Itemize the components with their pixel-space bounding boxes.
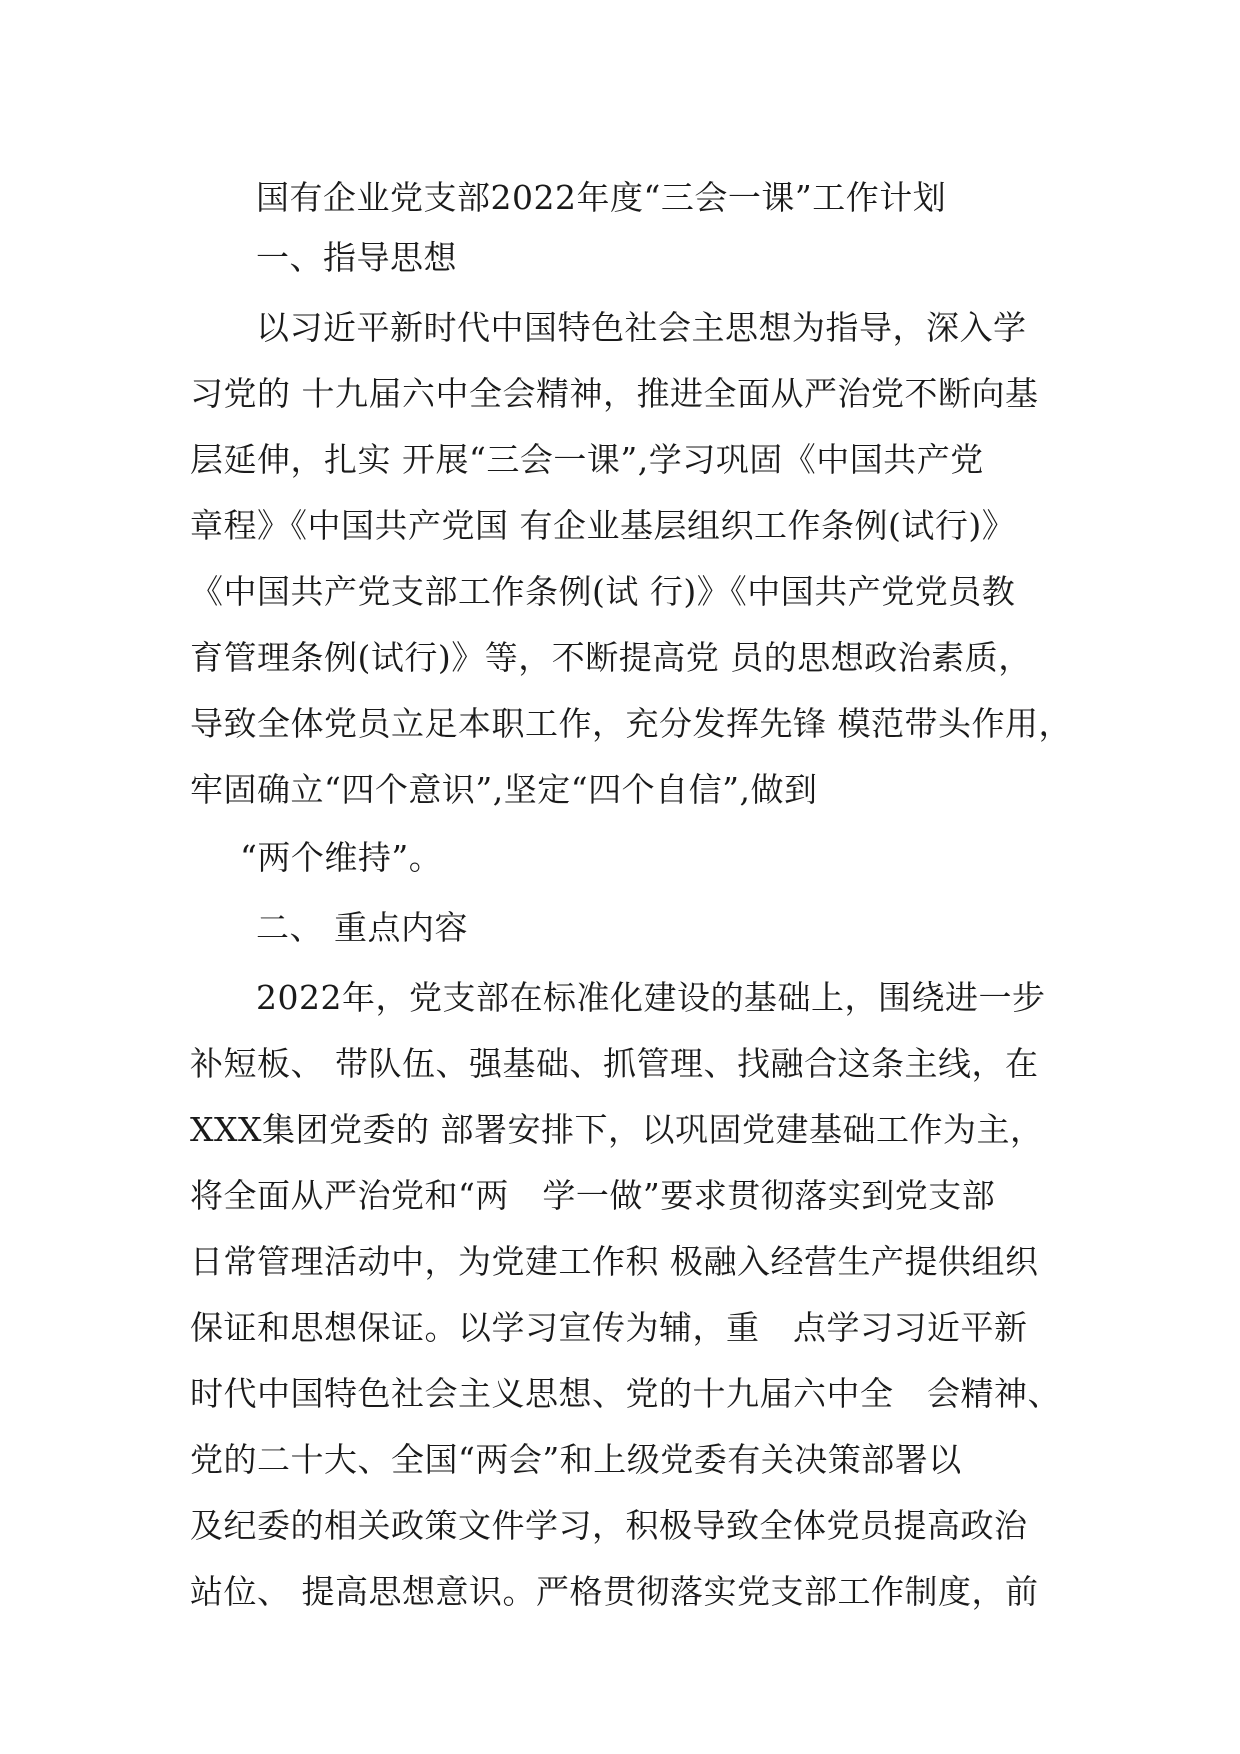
paragraph-line: 将全面从严治党和“两 学一做”要求贯彻落实到党支部 xyxy=(190,1176,996,1215)
paragraph-line: 习党的 十九届六中全会精神，推进全面从严治党不断向基 xyxy=(190,374,1039,413)
paragraph-line: 保证和思想保证。以学习宣传为辅，重 点学习习近平新 xyxy=(190,1308,1028,1347)
document-title: 国有企业党支部2022年度“三会一课”工作计划 xyxy=(256,178,947,217)
paragraph-line: “两个维持”。 xyxy=(240,838,443,877)
paragraph-line: 时代中国特色社会主义思想、党的十九届六中全 会精神、 xyxy=(190,1374,1061,1413)
paragraph-line: 站位、 提高思想意识。严格贯彻落实党支部工作制度，前 xyxy=(190,1572,1039,1611)
section-heading-key-content: 二、 重点内容 xyxy=(256,908,468,947)
paragraph-line: 章程》《中国共产党国 有企业基层组织工作条例(试行)》 xyxy=(190,506,1016,545)
paragraph-line: 牢固确立“四个意识”,坚定“四个自信”,做到 xyxy=(190,770,818,809)
paragraph-line: 以习近平新时代中国特色社会主思想为指导，深入学 xyxy=(256,308,1027,347)
paragraph-line: 党的二十大、全国“两会”和上级党委有关决策部署以 xyxy=(190,1440,962,1479)
paragraph-line: XXX集团党委的 部署安排下，以巩固党建基础工作为主， xyxy=(190,1110,1044,1149)
paragraph-line: 导致全体党员立足本职工作，充分发挥先锋 模范带头作用， xyxy=(190,704,1072,743)
paragraph-line: 补短板、 带队伍、强基础、抓管理、找融合这条主线，在 xyxy=(190,1044,1039,1083)
paragraph-line: 2022年，党支部在标准化建设的基础上，围绕进一步 xyxy=(256,978,1046,1017)
paragraph-line: 日常管理活动中，为党建工作积 极融入经营生产提供组织 xyxy=(190,1242,1039,1281)
paragraph-line: 育管理条例(试行)》等，不断提高党 员的思想政治素质， xyxy=(190,638,1032,677)
section-heading-guiding-thought: 一、指导思想 xyxy=(256,238,457,277)
paragraph-line: 层延伸，扎实 开展“三会一课”,学习巩固《中国共产党 xyxy=(190,440,984,479)
paragraph-line: 及纪委的相关政策文件学习，积极导致全体党员提高政治 xyxy=(190,1506,1028,1545)
paragraph-line: 《中国共产党支部工作条例(试 行)》《中国共产党党员教 xyxy=(190,572,1016,611)
